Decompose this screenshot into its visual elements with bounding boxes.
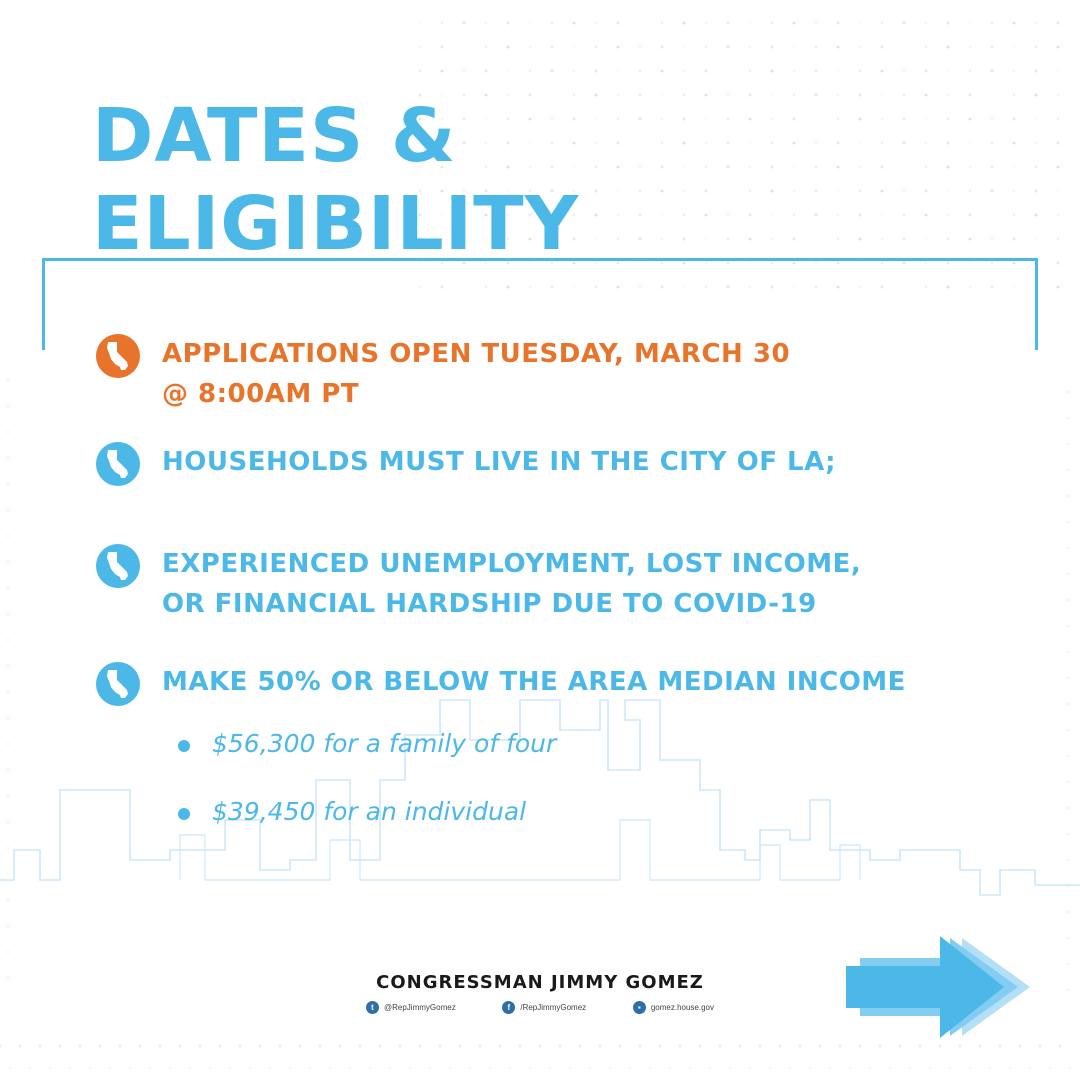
footer <box>360 972 720 1014</box>
eligibility-item-text <box>162 544 861 624</box>
bullet-dot <box>178 740 190 752</box>
facebook-handle: /RepJimmyGomez <box>520 1003 587 1012</box>
california-state-icon <box>96 442 140 486</box>
page-title-line-1: DATES & <box>92 93 457 179</box>
next-arrow-icon[interactable] <box>844 934 1034 1040</box>
bullet-dot <box>178 808 190 820</box>
eligibility-item-text <box>162 442 836 482</box>
social-links <box>360 1001 720 1014</box>
california-state-icon <box>96 544 140 588</box>
income-limit-text: $39,450 for an individual <box>212 797 527 826</box>
congressman-name: CONGRESSMAN JIMMY GOMEZ <box>376 972 704 993</box>
website-link[interactable] <box>633 1001 714 1014</box>
twitter-handle: @RepJimmyGomez <box>384 1003 456 1012</box>
capitol-icon: ▪ <box>633 1001 646 1014</box>
facebook-link[interactable] <box>502 1001 586 1014</box>
eligibility-item-text <box>162 662 906 702</box>
item-line: EXPERIENCED UNEMPLOYMENT, LOST INCOME, <box>162 549 862 579</box>
item-line: MAKE 50% OR BELOW THE AREA MEDIAN INCOME <box>162 667 906 697</box>
item-line: APPLICATIONS OPEN TUESDAY, MARCH 30 <box>162 339 791 369</box>
item-line: HOUSEHOLDS MUST LIVE IN THE CITY OF LA; <box>162 447 837 477</box>
california-state-icon <box>96 662 140 706</box>
facebook-icon: f <box>502 1001 515 1014</box>
item-line: @ 8:00AM PT <box>162 379 360 409</box>
page-title <box>92 92 579 268</box>
item-line: OR FINANCIAL HARDSHIP DUE TO COVID-19 <box>162 589 817 619</box>
twitter-link[interactable] <box>366 1001 456 1014</box>
eligibility-item-median-income <box>96 662 996 706</box>
eligibility-item-city-of-la <box>96 442 996 486</box>
income-limit-text: $56,300 for a family of four <box>212 729 557 758</box>
eligibility-item-applications-open <box>96 334 996 416</box>
website-url: gomez.house.gov <box>650 1003 714 1012</box>
eligibility-item-covid-hardship <box>96 544 996 626</box>
california-state-icon <box>96 334 140 378</box>
twitter-icon: t <box>366 1001 379 1014</box>
eligibility-item-text <box>162 334 790 414</box>
page-title-line-2: ELIGIBILITY <box>92 181 580 267</box>
